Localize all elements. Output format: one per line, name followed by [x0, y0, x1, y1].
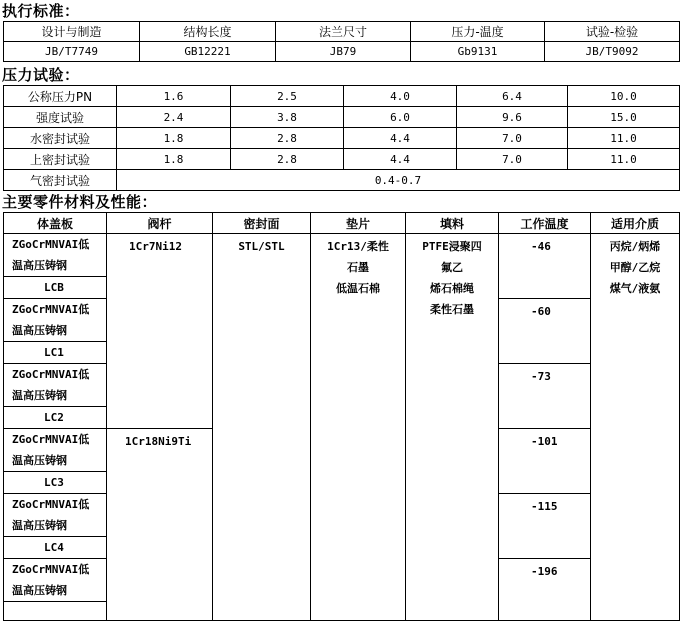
standards-header: 结构长度: [140, 22, 276, 42]
pressure-value: 2.5: [231, 86, 344, 107]
gasket-material: [311, 234, 406, 621]
pressure-value: 1.6: [117, 86, 231, 107]
materials-header: 适用介质: [591, 213, 680, 234]
pressure-value: 9.6: [457, 107, 568, 128]
pressure-value: 11.0: [568, 128, 680, 149]
pressure-value: 2.4: [117, 107, 231, 128]
body-material-line: 温高压铸钢: [12, 324, 67, 337]
body-material-line: ZGoCrMNVAI低: [12, 238, 90, 251]
pressure-value: 4.4: [344, 128, 457, 149]
standards-header: 试验-检验: [545, 22, 680, 42]
packing-material: [406, 234, 499, 621]
pressure-row: [4, 149, 680, 170]
body-material-line: ZGoCrMNVAI低: [12, 368, 90, 381]
standards-table: [3, 21, 680, 62]
material-grade: LC3: [4, 472, 107, 494]
pressure-row-label: 强度试验: [4, 107, 117, 128]
standards-value-row: [4, 42, 680, 62]
stem-material: 1Cr7Ni12: [107, 234, 213, 429]
body-material-line: ZGoCrMNVAI低: [12, 433, 90, 446]
pressure-test-table: [3, 85, 680, 191]
pressure-value: 1.8: [117, 149, 231, 170]
pressure-row-label: 公称压力PN: [4, 86, 117, 107]
pressure-value: 10.0: [568, 86, 680, 107]
packing-line: 柔性石墨: [430, 303, 474, 316]
standards-value: GB12221: [140, 42, 276, 62]
pressure-value: 4.4: [344, 149, 457, 170]
packing-line: PTFE浸聚四: [422, 240, 482, 253]
gasket-line: 1Cr13/柔性: [327, 240, 389, 253]
body-material-line: 温高压铸钢: [12, 259, 67, 272]
pressure-value: 2.8: [231, 128, 344, 149]
standards-value: JB/T9092: [545, 42, 680, 62]
pressure-row-label: 气密封试验: [4, 170, 117, 191]
pressure-row: [4, 86, 680, 107]
applicable-media: [591, 234, 680, 621]
body-material: [4, 429, 107, 472]
standards-value: JB79: [276, 42, 411, 62]
standards-header: 设计与制造: [4, 22, 140, 42]
standards-header: 压力-温度: [411, 22, 545, 42]
pressure-value: 7.0: [457, 149, 568, 170]
materials-header: 阀杆: [107, 213, 213, 234]
standards-header-row: [4, 22, 680, 42]
materials-header: 填料: [406, 213, 499, 234]
pressure-test-title: 压力试验：: [2, 66, 80, 84]
gas-seal-row: [4, 170, 680, 191]
pressure-value: 7.0: [457, 128, 568, 149]
material-row: [4, 234, 680, 277]
packing-line: 氟乙: [441, 261, 463, 274]
pressure-value: 1.8: [117, 128, 231, 149]
standards-value: Gb9131: [411, 42, 545, 62]
material-grade: LCB: [4, 277, 107, 299]
working-temperature: -73: [499, 364, 591, 429]
material-grade: LC4: [4, 537, 107, 559]
body-material: [4, 494, 107, 537]
pressure-value: 3.8: [231, 107, 344, 128]
material-grade: LC1: [4, 342, 107, 364]
standards-header: 法兰尺寸: [276, 22, 411, 42]
materials-title: 主要零件材料及性能：: [2, 193, 158, 211]
body-material-line: 温高压铸钢: [12, 454, 67, 467]
working-temperature: -101: [499, 429, 591, 494]
pressure-value: 4.0: [344, 86, 457, 107]
body-material-line: ZGoCrMNVAI低: [12, 498, 90, 511]
working-temperature: -196: [499, 559, 591, 621]
body-material-line: ZGoCrMNVAI低: [12, 563, 90, 576]
gas-seal-value: 0.4-0.7: [117, 170, 680, 191]
stem-material: 1Cr18Ni9Ti: [107, 429, 213, 621]
standards-title: 执行标准：: [2, 2, 80, 20]
packing-line: 烯石棉绳: [430, 282, 474, 295]
materials-header: 密封面: [213, 213, 311, 234]
pressure-row-label: 水密封试验: [4, 128, 117, 149]
media-line: 丙烷/炳烯: [609, 240, 661, 253]
pressure-row: [4, 128, 680, 149]
gasket-line: 石墨: [347, 261, 369, 274]
body-material-line: 温高压铸钢: [12, 519, 67, 532]
pressure-row-label: 上密封试验: [4, 149, 117, 170]
materials-header-row: [4, 213, 680, 234]
material-grade: [4, 602, 107, 621]
pressure-value: 15.0: [568, 107, 680, 128]
materials-header: 体盖板: [4, 213, 107, 234]
materials-header: 工作温度: [499, 213, 591, 234]
body-material-line: 温高压铸钢: [12, 389, 67, 402]
working-temperature: -46: [499, 234, 591, 299]
standards-value: JB/T7749: [4, 42, 140, 62]
seal-face-material: STL/STL: [213, 234, 311, 621]
gasket-line: 低温石棉: [336, 282, 380, 295]
body-material-line: ZGoCrMNVAI低: [12, 303, 90, 316]
working-temperature: -115: [499, 494, 591, 559]
body-material: [4, 559, 107, 602]
working-temperature: -60: [499, 299, 591, 364]
pressure-row: [4, 107, 680, 128]
media-line: 甲醇/乙烷: [609, 261, 661, 274]
material-grade: LC2: [4, 407, 107, 429]
body-material: [4, 234, 107, 277]
materials-table: [3, 212, 680, 621]
pressure-value: 11.0: [568, 149, 680, 170]
pressure-value: 6.4: [457, 86, 568, 107]
body-material: [4, 364, 107, 407]
body-material: [4, 299, 107, 342]
pressure-value: 6.0: [344, 107, 457, 128]
media-line: 煤气/液氨: [609, 282, 661, 295]
materials-header: 垫片: [311, 213, 406, 234]
body-material-line: 温高压铸钢: [12, 584, 67, 597]
pressure-value: 2.8: [231, 149, 344, 170]
